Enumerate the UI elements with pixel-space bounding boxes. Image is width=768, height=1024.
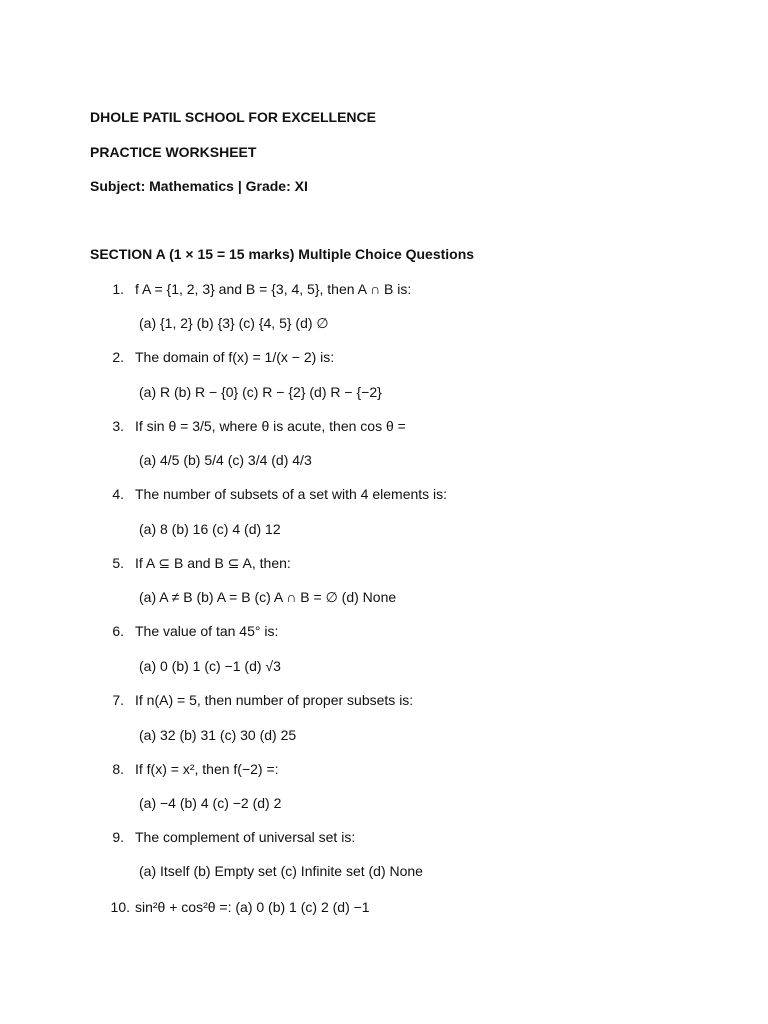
question-options: (a) 32 (b) 31 (c) 30 (d) 25: [139, 727, 297, 743]
subject-grade: Subject: Mathematics | Grade: XI: [90, 178, 308, 194]
question-text: The domain of f(x) = 1/(x − 2) is:: [135, 349, 335, 365]
question-number: 3.: [112, 418, 124, 434]
question-text: The number of subsets of a set with 4 elements is:: [135, 486, 448, 502]
question-text: The value of tan 45° is:: [135, 623, 279, 639]
question-number: 4.: [112, 486, 124, 502]
question-number: 7.: [112, 692, 124, 708]
question-text: The complement of universal set is:: [135, 829, 356, 845]
question-options: (a) {1, 2} (b) {3} (c) {4, 5} (d) ∅: [139, 315, 329, 331]
question-text: If sin θ = 3/5, where θ is acute, then cos θ =: [135, 418, 406, 434]
question-options: (a) 4/5 (b) 5/4 (c) 3/4 (d) 4/3: [139, 452, 312, 468]
question-number: 10.: [110, 899, 130, 915]
question-options: (a) 0 (b) 1 (c) −1 (d) √3: [139, 658, 281, 674]
question-options: (a) R (b) R − {0} (c) R − {2} (d) R − {−2}: [139, 384, 382, 400]
question-text: sin²θ + cos²θ =: (a) 0 (b) 1 (c) 2 (d) −1: [135, 899, 370, 915]
question-text: If A ⊆ B and B ⊆ A, then:: [135, 555, 291, 571]
question-text: If n(A) = 5, then number of proper subsets is:: [135, 692, 414, 708]
question-options: (a) −4 (b) 4 (c) −2 (d) 2: [139, 795, 282, 811]
question-options: (a) 8 (b) 16 (c) 4 (d) 12: [139, 521, 281, 537]
question-text: If f(x) = x², then f(−2) =:: [135, 761, 279, 777]
question-number: 8.: [112, 761, 124, 777]
section-a-title: SECTION A (1 × 15 = 15 marks) Multiple Choice Questions: [90, 246, 475, 262]
question-options: (a) A ≠ B (b) A = B (c) A ∩ B = ∅ (d) None: [139, 589, 397, 605]
worksheet-title: PRACTICE WORKSHEET: [90, 144, 257, 160]
question-options: (a) Itself (b) Empty set (c) Infinite set (d) None: [139, 863, 423, 879]
question-number: 6.: [112, 623, 124, 639]
question-number: 9.: [112, 829, 124, 845]
question-text: f A = {1, 2, 3} and B = {3, 4, 5}, then A ∩ B is:: [135, 281, 412, 297]
question-number: 2.: [112, 349, 124, 365]
question-number: 5.: [112, 555, 124, 571]
school-name: DHOLE PATIL SCHOOL FOR EXCELLENCE: [90, 109, 376, 125]
question-number: 1.: [112, 281, 124, 297]
